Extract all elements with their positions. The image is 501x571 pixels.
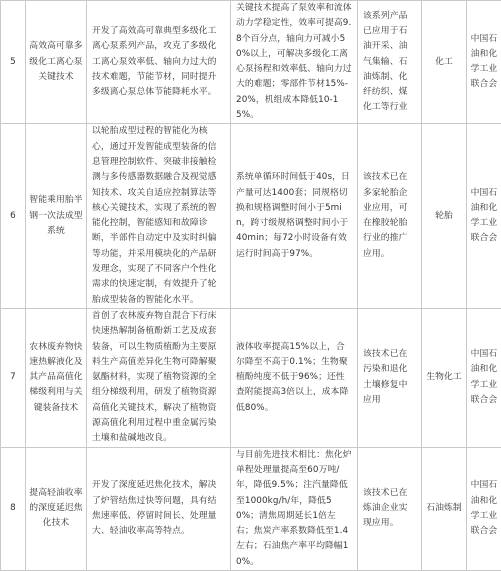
tech-maturity: 该技术已在多家轮胎企业应用，可在橡胶轮胎行业的推广应用。 (358, 124, 422, 309)
tech-content: 开发了深度延迟焦化技术，解决了炉管结焦过快等问题，具有结焦速率低、停留时间长、处理量大、轻油收率高等特点。 (87, 447, 231, 570)
tech-industry: 化工 (422, 1, 467, 124)
tech-org: 中国石油和化学工业联合会 (467, 308, 501, 447)
row-number: 8 (1, 447, 26, 570)
tech-indicators: 与目前先进技术相比：焦化炉单程处理量提高至60万吨/年，降低9.5%；注汽量降低至1000kg/h/年，降低50%；清焦周期延长1倍左右；焦炭产率系数降低至1.4左右；石油焦产率平均降幅10%。 (231, 447, 358, 570)
tech-name: 提高轻油收率的深度延迟焦化技术 (26, 447, 87, 570)
tech-name: 智能乘用胎半钢一次法成型系统 (26, 124, 87, 309)
tech-org: 中国石油和化学工业联合会 (467, 124, 501, 309)
tech-industry: 石油炼制 (422, 447, 467, 570)
row-number: 6 (1, 124, 26, 309)
row-number: 7 (1, 308, 26, 447)
tech-content: 以轮胎成型过程的智能化为核心，通过开发智能成型装备的信息管理控制软件、突破非接触检测与多传感器数据融合及视觉感知技术、攻关自适应控制算法等核心关键技术，实现了系统的智能化控制，智能感知和故障诊断，半部件自动定中及实时纠偏等功能，并采用模块化的产品研发理念，实现了不同客户个性化需求的快速定制，有效提升了轮胎成型装备的智能化水平。 (87, 124, 231, 309)
tech-maturity: 该系列产品已应用于石油开采、油气集输、石油炼制、化纤纺织、煤化工等行业 (358, 1, 422, 124)
tech-maturity: 该技术已在炼油企业实现应用。 (358, 447, 422, 570)
tech-content: 首创了农林废弃物自混合下行床快速热解制备植酚新工艺及成套装备，可以生物质植酚为主要原料生产高值差异化生物可降解聚氨酯材料，实现了植物资源的全组分梯级利用，研发了植物资源高值化关键技术，解决了植物资源高值化利用过程中重金属污染土壤和盐碱地改良。 (87, 308, 231, 447)
tech-maturity: 该技术已在污染和退化土壤修复中应用 (358, 308, 422, 447)
tech-content: 开发了高效高可靠典型多级化工离心泵系列产品，攻克了多级化工离心泵效率低、轴向力过大的技术难题，节能节材，同时提升多级离心泵总体节能降耗水平。 (87, 1, 231, 124)
tech-name: 农林废弃物快速热解液化及其产品高值化梯级利用与关键装备技术 (26, 308, 87, 447)
tech-name: 高效高可靠多级化工离心泵关键技术 (26, 1, 87, 124)
table-row (1, 447, 501, 570)
table-row (1, 1, 501, 124)
tech-org: 中国石油和化学工业联合会 (467, 447, 501, 570)
tech-indicators: 液体收率提高15%以上，合尔降至不高于0.1%；生物聚植酚纯度不低于96%；还性查附能提高3倍以上，成本降低80%。 (231, 308, 358, 447)
tech-indicators: 关键技术提高了泵效率和流体动力学稳定性，效率可提高9.8个百分点，轴向力可减小50%以上，可解决多级化工离心泵扬程和效率低、轴向力过大的难题；零部件节材15%-20%，机组成本降低10-15%。 (231, 1, 358, 124)
tech-industry: 轮胎 (422, 124, 467, 309)
row-number: 5 (1, 1, 26, 124)
table-row (1, 124, 501, 309)
tech-org: 中国石油和化学工业联合会 (467, 1, 501, 124)
tech-indicators: 系统单循环时间低于40s，日产量可达1400套；同规格切换和规格调整时间小于5min，跨寸级规格调整时间小于40min；每72小时设备有效运行时间高于97%。 (231, 124, 358, 309)
tech-industry: 生物化工 (422, 308, 467, 447)
table-row (1, 308, 501, 447)
